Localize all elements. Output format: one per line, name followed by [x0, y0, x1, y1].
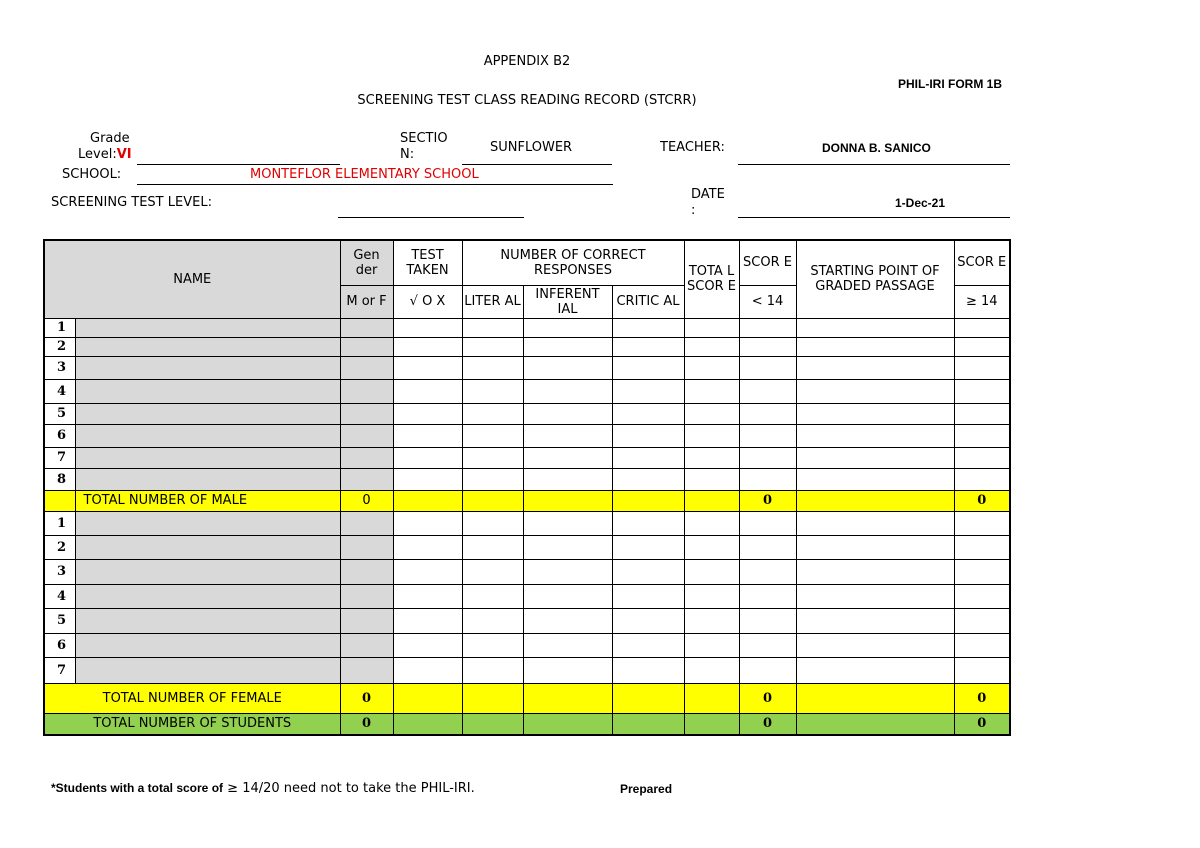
- header-starting-point: STARTING POINT OF GRADED PASSAGE: [796, 240, 954, 318]
- header-inferential: INFERENT IAL: [523, 285, 612, 318]
- table-row: [44, 657, 1010, 683]
- header-test-symbols: √ O X: [393, 285, 462, 318]
- total-students-label: TOTAL NUMBER OF STUDENTS: [44, 713, 340, 735]
- grade-value: VI: [116, 147, 132, 162]
- table-row: [44, 379, 1010, 403]
- section-label-line2: N:: [400, 147, 415, 162]
- header-total-score: TOTA L SCOR E: [684, 240, 739, 318]
- row-number: 2: [44, 337, 75, 356]
- date-label: [691, 187, 725, 219]
- total-male-score-ge: 0: [954, 490, 1010, 511]
- total-students-score-lt: 0: [739, 713, 796, 735]
- total-male-label: TOTAL NUMBER OF MALE: [75, 490, 340, 511]
- row-number: 3: [44, 356, 75, 379]
- footer-note: [51, 781, 475, 796]
- section-value: SUNFLOWER: [490, 140, 573, 155]
- table-row: [44, 447, 1010, 468]
- header-score-ge-sub: ≥ 14: [954, 285, 1010, 318]
- school-label: SCHOOL:: [62, 167, 122, 182]
- grade-underline: [137, 164, 340, 165]
- row-number: 6: [44, 424, 75, 447]
- header-score-ge: SCOR E: [954, 240, 1010, 285]
- header-score-lt-sub: < 14: [739, 285, 796, 318]
- table-row: [44, 356, 1010, 379]
- date-label-line2: :: [691, 203, 696, 218]
- header-score-lt: SCOR E: [739, 240, 796, 285]
- row-number: 1: [44, 318, 75, 337]
- footer-note-rest: ≥ 14/20 need not to take the PHIL-IRI.: [227, 781, 475, 796]
- total-female-row: [44, 683, 1010, 713]
- total-female-label: TOTAL NUMBER OF FEMALE: [44, 683, 340, 713]
- header-test-taken: TEST TAKEN: [393, 240, 462, 285]
- header-gender: Gen der: [340, 240, 393, 285]
- row-number: 3: [44, 559, 75, 584]
- row-number: 5: [44, 403, 75, 424]
- header-critical: CRITIC AL: [612, 285, 684, 318]
- total-male-score-lt: 0: [739, 490, 796, 511]
- header-gender-sub: M or F: [340, 285, 393, 318]
- table-row: [44, 337, 1010, 356]
- table-row: [44, 511, 1010, 535]
- table-row: [44, 535, 1010, 559]
- reading-record-table: [43, 239, 1011, 736]
- total-male-row: [44, 490, 1010, 511]
- appendix-title: APPENDIX B2: [483, 54, 571, 69]
- table-row: [44, 318, 1010, 337]
- teacher-label: TEACHER:: [660, 140, 725, 155]
- row-number: 4: [44, 584, 75, 608]
- row-number: 1: [44, 511, 75, 535]
- prepared-label: Prepared: [620, 782, 673, 796]
- row-number: 8: [44, 468, 75, 490]
- row-number: 5: [44, 608, 75, 633]
- school-underline: [137, 184, 613, 185]
- row-number: 7: [44, 657, 75, 683]
- total-male-gender: 0: [340, 490, 393, 511]
- total-students-row: [44, 713, 1010, 735]
- row-number: 7: [44, 447, 75, 468]
- table-row: [44, 424, 1010, 447]
- grade-label-line1: Grade: [90, 131, 130, 146]
- table-row: [44, 468, 1010, 490]
- total-students-score-ge: 0: [954, 713, 1010, 735]
- teacher-value: DONNA B. SANICO: [822, 141, 931, 155]
- screening-level-label: SCREENING TEST LEVEL:: [51, 195, 212, 210]
- form-code: PHIL-IRI FORM 1B: [898, 77, 1002, 91]
- table-row: [44, 559, 1010, 584]
- section-label-line1: SECTIO: [400, 131, 448, 146]
- row-number: 6: [44, 633, 75, 657]
- row-number: 4: [44, 379, 75, 403]
- table-row: [44, 633, 1010, 657]
- table-row: [44, 403, 1010, 424]
- header-name: NAME: [44, 240, 340, 318]
- grade-label-line2: Level:: [78, 147, 117, 162]
- total-female-score-lt: 0: [739, 683, 796, 713]
- header-correct-responses: NUMBER OF CORRECT RESPONSES: [462, 240, 684, 285]
- school-value: MONTEFLOR ELEMENTARY SCHOOL: [250, 167, 479, 182]
- date-underline: [738, 217, 1010, 218]
- table-row: [44, 584, 1010, 608]
- date-value: 1-Dec-21: [895, 196, 946, 210]
- table-row: [44, 608, 1010, 633]
- total-female-score-ge: 0: [954, 683, 1010, 713]
- section-underline: [462, 164, 612, 165]
- teacher-underline: [738, 164, 1010, 165]
- grade-label: [78, 131, 132, 163]
- section-label: [400, 131, 448, 163]
- date-label-line1: DATE: [691, 187, 725, 202]
- page-title: SCREENING TEST CLASS READING RECORD (STCRR): [357, 93, 697, 108]
- total-students-gender: 0: [340, 713, 393, 735]
- screening-level-underline: [338, 217, 524, 218]
- total-female-gender: 0: [340, 683, 393, 713]
- footer-note-bold: *Students with a total score of: [51, 781, 224, 795]
- row-number: 2: [44, 535, 75, 559]
- header-literal: LITER AL: [462, 285, 523, 318]
